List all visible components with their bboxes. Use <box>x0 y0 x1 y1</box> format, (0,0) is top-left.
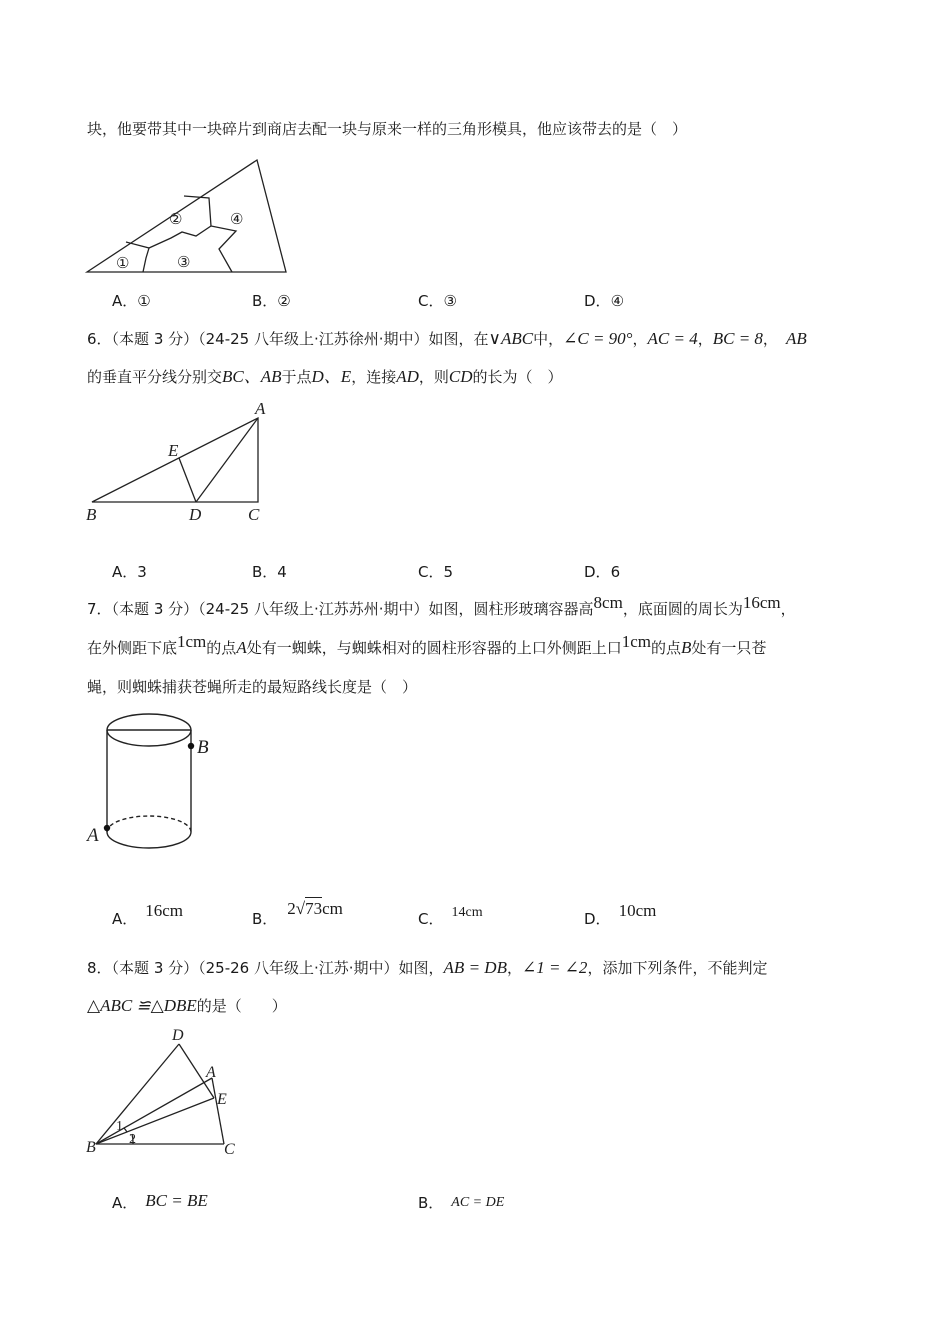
question-number: 7． <box>87 600 112 618</box>
option-letter: D． <box>584 563 611 581</box>
q6-label-a: A <box>255 399 266 418</box>
option-value: AC = DE <box>451 1195 505 1210</box>
q8-stem-line2 <box>87 995 287 1017</box>
q6-option-c[interactable] <box>418 561 453 583</box>
q8-option-b[interactable] <box>418 1190 504 1214</box>
q6-label-c: C <box>248 505 260 524</box>
option-letter: B． <box>252 910 278 928</box>
q5-option-a[interactable] <box>112 290 151 312</box>
math: AC = 4 <box>647 329 698 348</box>
option-value: 6 <box>610 563 621 581</box>
q8-label-angle-1: 1 <box>116 1119 123 1134</box>
math: BC、AB <box>222 367 282 386</box>
question-meta: （本题 3 分）（24-25 八年级上·江苏徐州·期中） <box>111 330 429 348</box>
text: 处有一蜘蛛，与蜘蛛相对的圆柱形容器的上口外侧距上口 <box>246 639 622 657</box>
option-letter: B． <box>418 1194 444 1212</box>
q7-point-b <box>188 743 194 749</box>
text: ， <box>506 959 522 977</box>
text: 于点 <box>281 368 312 386</box>
option-letter: A． <box>112 563 138 581</box>
q5-option-c[interactable] <box>418 290 457 312</box>
q5-figure <box>86 158 290 276</box>
math: 1cm <box>177 632 207 651</box>
math: ∠1 = ∠2 <box>521 958 588 977</box>
option-letter: B． <box>252 292 278 310</box>
option-letter: B． <box>252 563 278 581</box>
text: 如图， <box>398 959 444 977</box>
option-coef: 2 <box>287 899 296 918</box>
option-value: BC = BE <box>145 1191 208 1210</box>
q8-label-angle-2: 2 <box>129 1132 136 1147</box>
q5-option-d[interactable] <box>584 290 624 312</box>
q8-label-a: A <box>206 1064 216 1081</box>
text: 的垂直平分线分别交 <box>87 368 223 386</box>
option-value: 3 <box>137 563 147 581</box>
math: AD <box>396 367 419 386</box>
math: D、E <box>311 367 352 386</box>
option-letter: A． <box>112 1194 138 1212</box>
question-meta: （本题 3 分）（25-26 八年级上·江苏·期中） <box>111 959 399 977</box>
option-letter: C． <box>418 563 444 581</box>
q7-point-a <box>104 825 110 831</box>
q6-stem-line2 <box>87 366 563 388</box>
q5-option-b[interactable] <box>252 290 291 312</box>
q8-stem-line1 <box>87 957 767 979</box>
option-radicand: 73 <box>305 899 323 918</box>
q8-label-c: C <box>224 1141 235 1158</box>
q5-label-1: ① <box>116 256 130 272</box>
q8-option-a[interactable] <box>112 1190 208 1212</box>
text: ， <box>780 600 796 618</box>
q5-stem: 块，他要带其中一块碎片到商店去配一块与原来一样的三角形模具，他应该带去的是（ ） <box>87 120 688 138</box>
option-letter: C． <box>418 292 444 310</box>
option-value: 16cm <box>145 901 184 920</box>
question-number: 8． <box>87 959 112 977</box>
q7-label-b: B <box>197 737 209 758</box>
text: ， <box>762 330 778 348</box>
option-letter: A． <box>112 910 138 928</box>
text: 的长为（ ） <box>472 368 563 386</box>
text: ，底面圆的周长为 <box>622 600 743 618</box>
math: CD <box>448 367 473 386</box>
option-letter: A． <box>112 292 138 310</box>
option-value: 4 <box>277 563 287 581</box>
q6-figure <box>80 396 280 526</box>
text: ， <box>697 330 713 348</box>
text: ，添加下列条件，不能判定 <box>587 959 768 977</box>
q8-label-e: E <box>217 1091 227 1108</box>
q6-label-e: E <box>168 441 179 460</box>
sqrt-sign: √ <box>295 899 306 918</box>
q7-label-a: A <box>87 825 99 846</box>
q7-option-d[interactable] <box>584 900 657 928</box>
q6-option-a[interactable] <box>112 561 147 583</box>
q6-stem-line1 <box>87 328 807 350</box>
q6-label-b: B <box>86 505 97 524</box>
q7-option-c[interactable] <box>418 900 483 928</box>
math: ∠C = 90° <box>563 329 633 348</box>
math: B <box>681 638 692 657</box>
math: ∨ABC <box>488 329 534 348</box>
math: 8cm <box>593 593 623 612</box>
text: ，连接 <box>351 368 397 386</box>
q7-option-b[interactable] <box>252 898 343 928</box>
q8-label-b: B <box>86 1139 96 1156</box>
option-value: 5 <box>443 563 454 581</box>
option-value: 10cm <box>618 901 657 920</box>
math: AB = DB <box>443 958 507 977</box>
option-letter: D． <box>584 292 611 310</box>
math: 16cm <box>742 593 781 612</box>
math: A <box>236 638 247 657</box>
question-meta: （本题 3 分）（24-25 八年级上·江苏苏州·期中） <box>111 600 429 618</box>
q5-label-3: ③ <box>177 255 191 271</box>
q7-option-a[interactable] <box>112 900 184 928</box>
q8-label-d: D <box>172 1027 184 1044</box>
text: 如图，圆柱形玻璃容器高 <box>428 600 594 618</box>
option-value: 14cm <box>451 905 483 920</box>
q6-option-d[interactable] <box>584 561 620 583</box>
q7-stem-line1 <box>87 593 796 620</box>
q7-stem-line2 <box>87 632 767 659</box>
text: 在外侧距下底 <box>87 639 178 657</box>
q5-label-2: ② <box>169 212 183 228</box>
option-value: ② <box>277 292 291 310</box>
math: BC = 8 <box>712 329 763 348</box>
text: 处有一只苍 <box>691 639 767 657</box>
math: AB <box>785 329 807 348</box>
text: 如图，在 <box>428 330 489 348</box>
option-unit: cm <box>322 899 343 918</box>
text: ， <box>632 330 648 348</box>
q6-label-d: D <box>189 505 202 524</box>
option-value: ④ <box>610 292 625 310</box>
math: 1cm <box>621 632 651 651</box>
option-value: ③ <box>443 292 457 310</box>
text: 中， <box>533 330 564 348</box>
q8-figure <box>84 1026 254 1166</box>
math: △ABC ≌△DBE <box>87 996 197 1015</box>
option-value: ① <box>137 292 151 310</box>
text: 的点 <box>206 639 237 657</box>
text: 的点 <box>651 639 682 657</box>
q6-option-b[interactable] <box>252 561 287 583</box>
text: 的是（ ） <box>196 997 287 1015</box>
q7-figure <box>84 702 224 882</box>
option-letter: C． <box>418 910 444 928</box>
text: ，则 <box>418 368 449 386</box>
option-letter: D． <box>584 910 611 928</box>
q7-stem-line3: 蝇，则蜘蛛捕获苍蝇所走的最短路线长度是（ ） <box>87 678 418 696</box>
question-number: 6． <box>87 330 112 348</box>
q5-label-4: ④ <box>230 212 244 228</box>
